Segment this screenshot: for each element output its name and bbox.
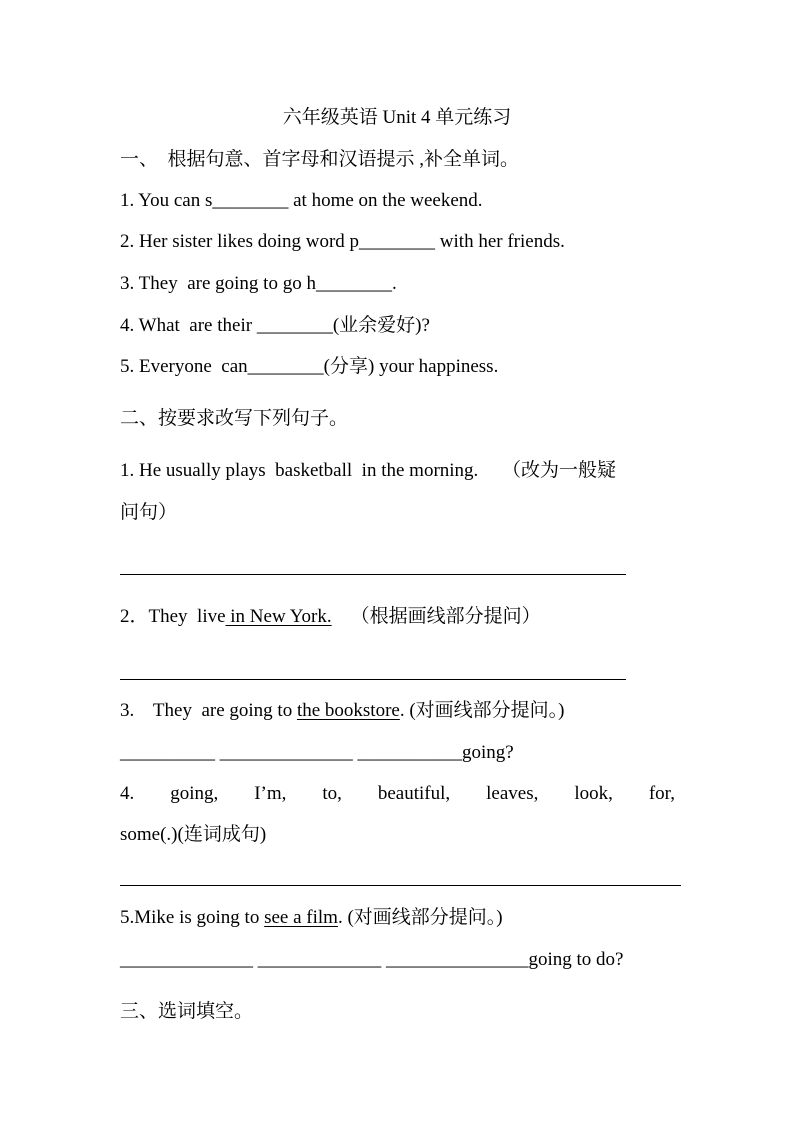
section-2-q4-answer-line[interactable] <box>120 885 681 886</box>
section-2-q3 <box>120 699 565 723</box>
section-1-item-3: 3. They are going to go h________. <box>120 273 397 294</box>
worksheet-title: 六年级英语 Unit 4 单元练习 <box>282 107 512 128</box>
section-2-q1-line2: 问句） <box>120 502 178 523</box>
section-1-item-5: 5. Everyone can________(分享) your happiness. <box>120 356 499 377</box>
section-2-q3-prefix: 3. They are going to <box>120 700 297 721</box>
section-1-heading: 一、 根据句意、首字母和汉语提示 ,补全单词。 <box>120 149 520 170</box>
section-2-heading: 二、按要求改写下列句子。 <box>120 408 349 429</box>
section-2-q4-word: beautiful, <box>377 783 451 804</box>
section-2-q5-prefix: 5.Mike is going to <box>120 907 265 928</box>
section-2-q1-line1: 1. He usually plays basketball in the morning. （改为一般疑 <box>120 460 617 481</box>
section-2-q5-answer-line[interactable]: ______________ _____________ _______________going to do? <box>120 949 624 970</box>
section-2-q2-instruction: （根据画线部分提问） <box>331 606 541 627</box>
section-2-q2 <box>120 605 541 629</box>
section-2-q2-underlined: in New York. <box>225 606 332 627</box>
section-2-q1-answer-line[interactable] <box>120 574 626 575</box>
section-2-q4-line2: some(.)(连词成句) <box>120 824 267 845</box>
section-2-q4-word: 4. <box>120 783 135 804</box>
section-2-q4-words <box>120 782 675 806</box>
section-1-item-2: 2. Her sister likes doing word p________ with her friends. <box>120 231 565 252</box>
section-2-q4-word: I’m, <box>254 783 287 804</box>
section-2-q3-underlined: the bookstore <box>296 700 400 721</box>
section-2-q3-answer-line[interactable]: __________ ______________ ___________going? <box>120 742 514 763</box>
section-3-heading: 三、选词填空。 <box>120 1001 254 1022</box>
section-2-q5-underlined: see a film <box>264 907 338 928</box>
section-2-q3-instruction: . (对画线部分提问。) <box>399 700 565 721</box>
section-2-q4-word: look, <box>574 783 613 804</box>
section-2-q4-word: for, <box>648 783 675 804</box>
section-2-q4-word: leaves, <box>486 783 539 804</box>
section-2-q5-instruction: . (对画线部分提问。) <box>337 907 503 928</box>
section-2-q5 <box>120 906 503 930</box>
section-1-item-1: 1. You can s________ at home on the weekend. <box>120 190 483 211</box>
section-2-q4-word: to, <box>322 783 342 804</box>
section-2-q2-answer-line[interactable] <box>120 679 626 680</box>
section-2-q2-prefix: 2．They live <box>120 606 226 627</box>
section-1-item-4: 4. What are their ________(业余爱好)? <box>120 315 430 336</box>
section-2-q4-word: going, <box>170 783 219 804</box>
